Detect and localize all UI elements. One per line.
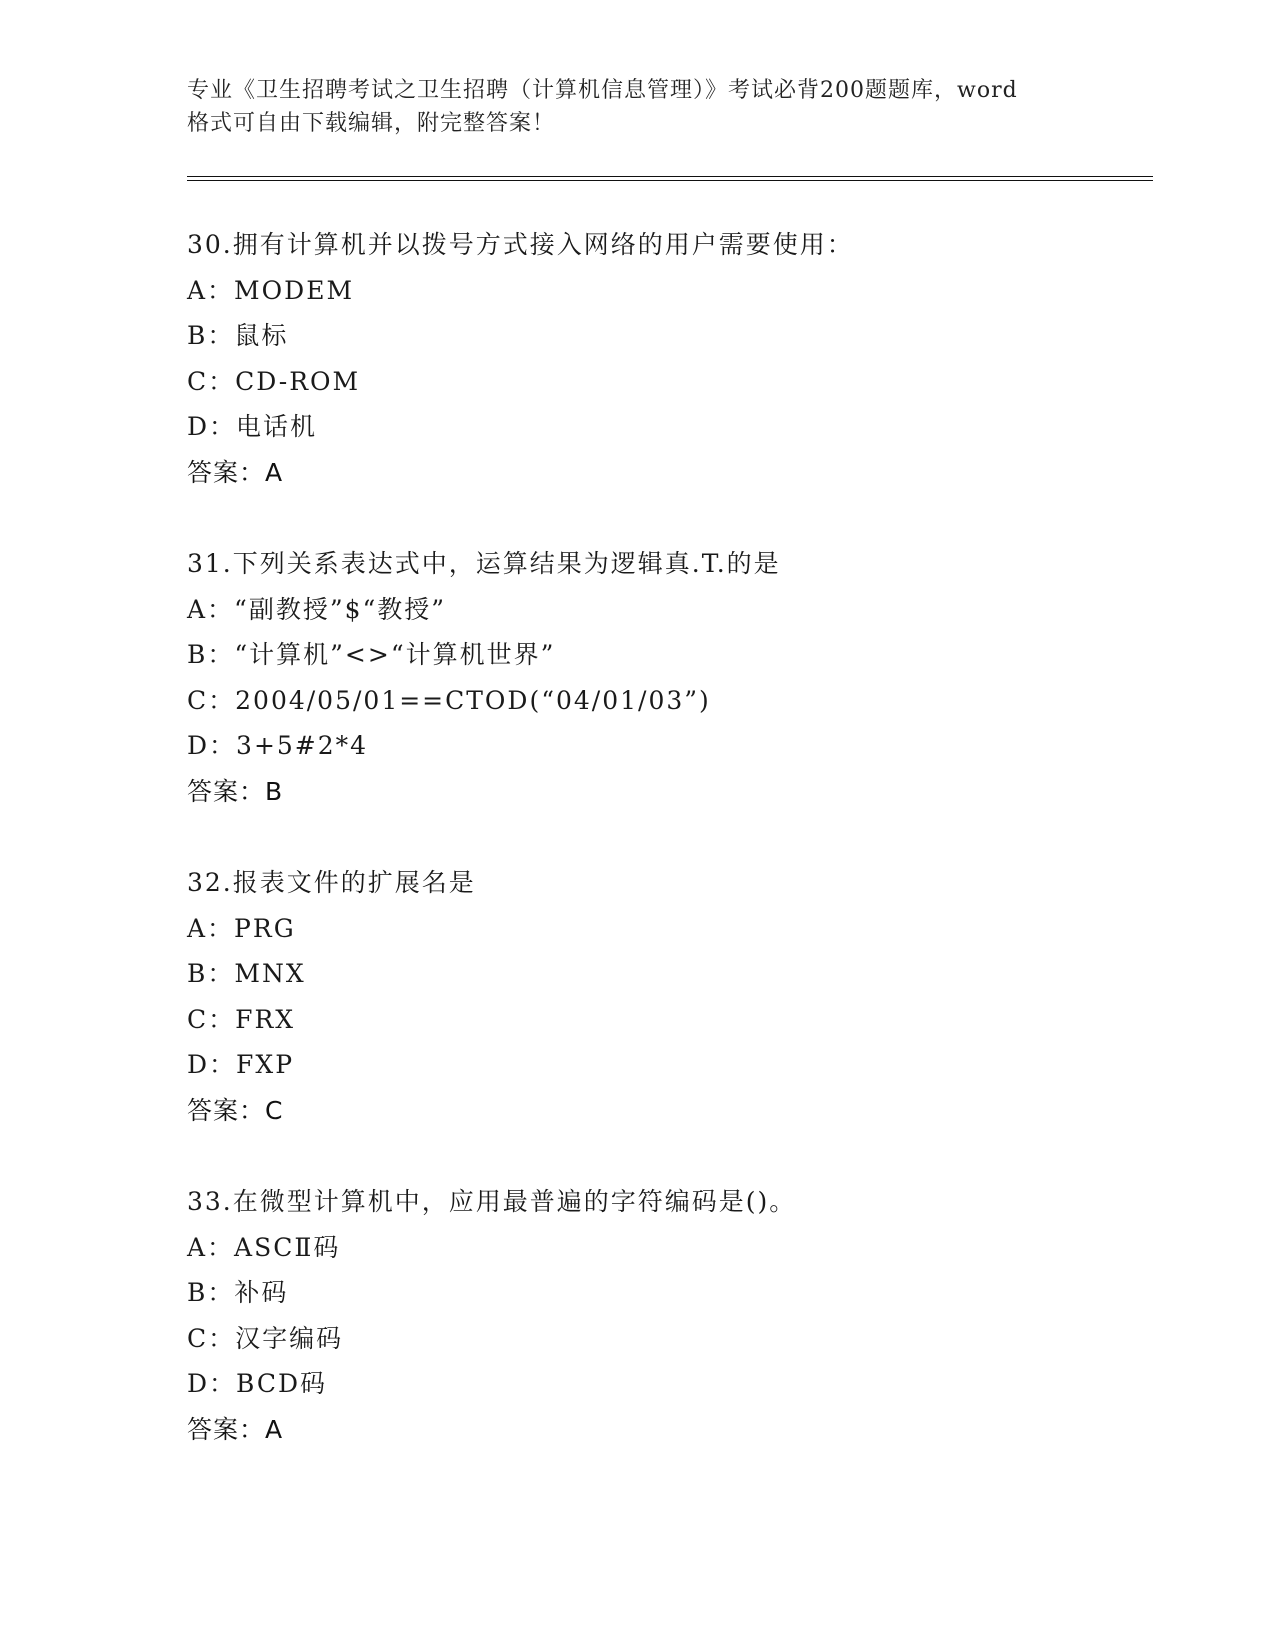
option-d: D：电话机 <box>187 412 318 441</box>
header-line-2: 格式可自由下载编辑，附完整答案！ <box>187 111 556 136</box>
question-title: 33.在微型计算机中，应用最普遍的字符编码是()。 <box>187 1187 797 1216</box>
option-b: B：“计算机”<>“计算机世界” <box>187 640 556 669</box>
option-c: C：汉字编码 <box>187 1323 344 1353</box>
answer-value: B <box>265 776 284 806</box>
option-b: B：补码 <box>187 1278 289 1307</box>
option-c: C：CD-ROM <box>187 366 361 396</box>
question-title: 31.下列关系表达式中，运算结果为逻辑真.T.的是 <box>187 549 781 578</box>
document-header <box>187 74 1087 140</box>
question-block <box>187 222 1187 495</box>
option-d: D：BCD码 <box>187 1369 328 1398</box>
option-a: A：“副教授”$“教授” <box>187 594 447 624</box>
answer-value: A <box>265 1414 284 1444</box>
option-a: A：MODEM <box>187 275 355 305</box>
answer-label: 答案： <box>187 457 266 487</box>
question-title: 32.报表文件的扩展名是 <box>187 868 476 897</box>
answer-line <box>187 1407 1187 1453</box>
question-block <box>187 860 1187 1133</box>
answer-value: C <box>265 1095 284 1125</box>
header-divider <box>187 176 1153 181</box>
option-b: B：MNX <box>187 959 306 988</box>
header-line-1: 专业《卫生招聘考试之卫生招聘（计算机信息管理）》考试必背200题题库，word <box>187 78 1018 103</box>
answer-line <box>187 450 1187 496</box>
option-c: C：2004/05/01==CTOD(“04/01/03”) <box>187 685 711 715</box>
option-d: D：FXP <box>187 1050 295 1079</box>
option-d: D：3+5#2*4 <box>187 731 369 760</box>
answer-line <box>187 769 1187 815</box>
question-block <box>187 541 1187 814</box>
question-block <box>187 1179 1187 1452</box>
answer-value: A <box>265 457 284 487</box>
answer-label: 答案： <box>187 776 266 806</box>
option-b: B：鼠标 <box>187 321 289 350</box>
option-a: A：ASCⅡ码 <box>187 1232 341 1262</box>
option-c: C：FRX <box>187 1004 296 1034</box>
question-title: 30.拥有计算机并以拨号方式接入网络的用户需要使用： <box>187 230 854 259</box>
answer-line <box>187 1088 1187 1134</box>
answer-label: 答案： <box>187 1414 266 1444</box>
answer-label: 答案： <box>187 1095 266 1125</box>
option-a: A：PRG <box>187 913 296 943</box>
